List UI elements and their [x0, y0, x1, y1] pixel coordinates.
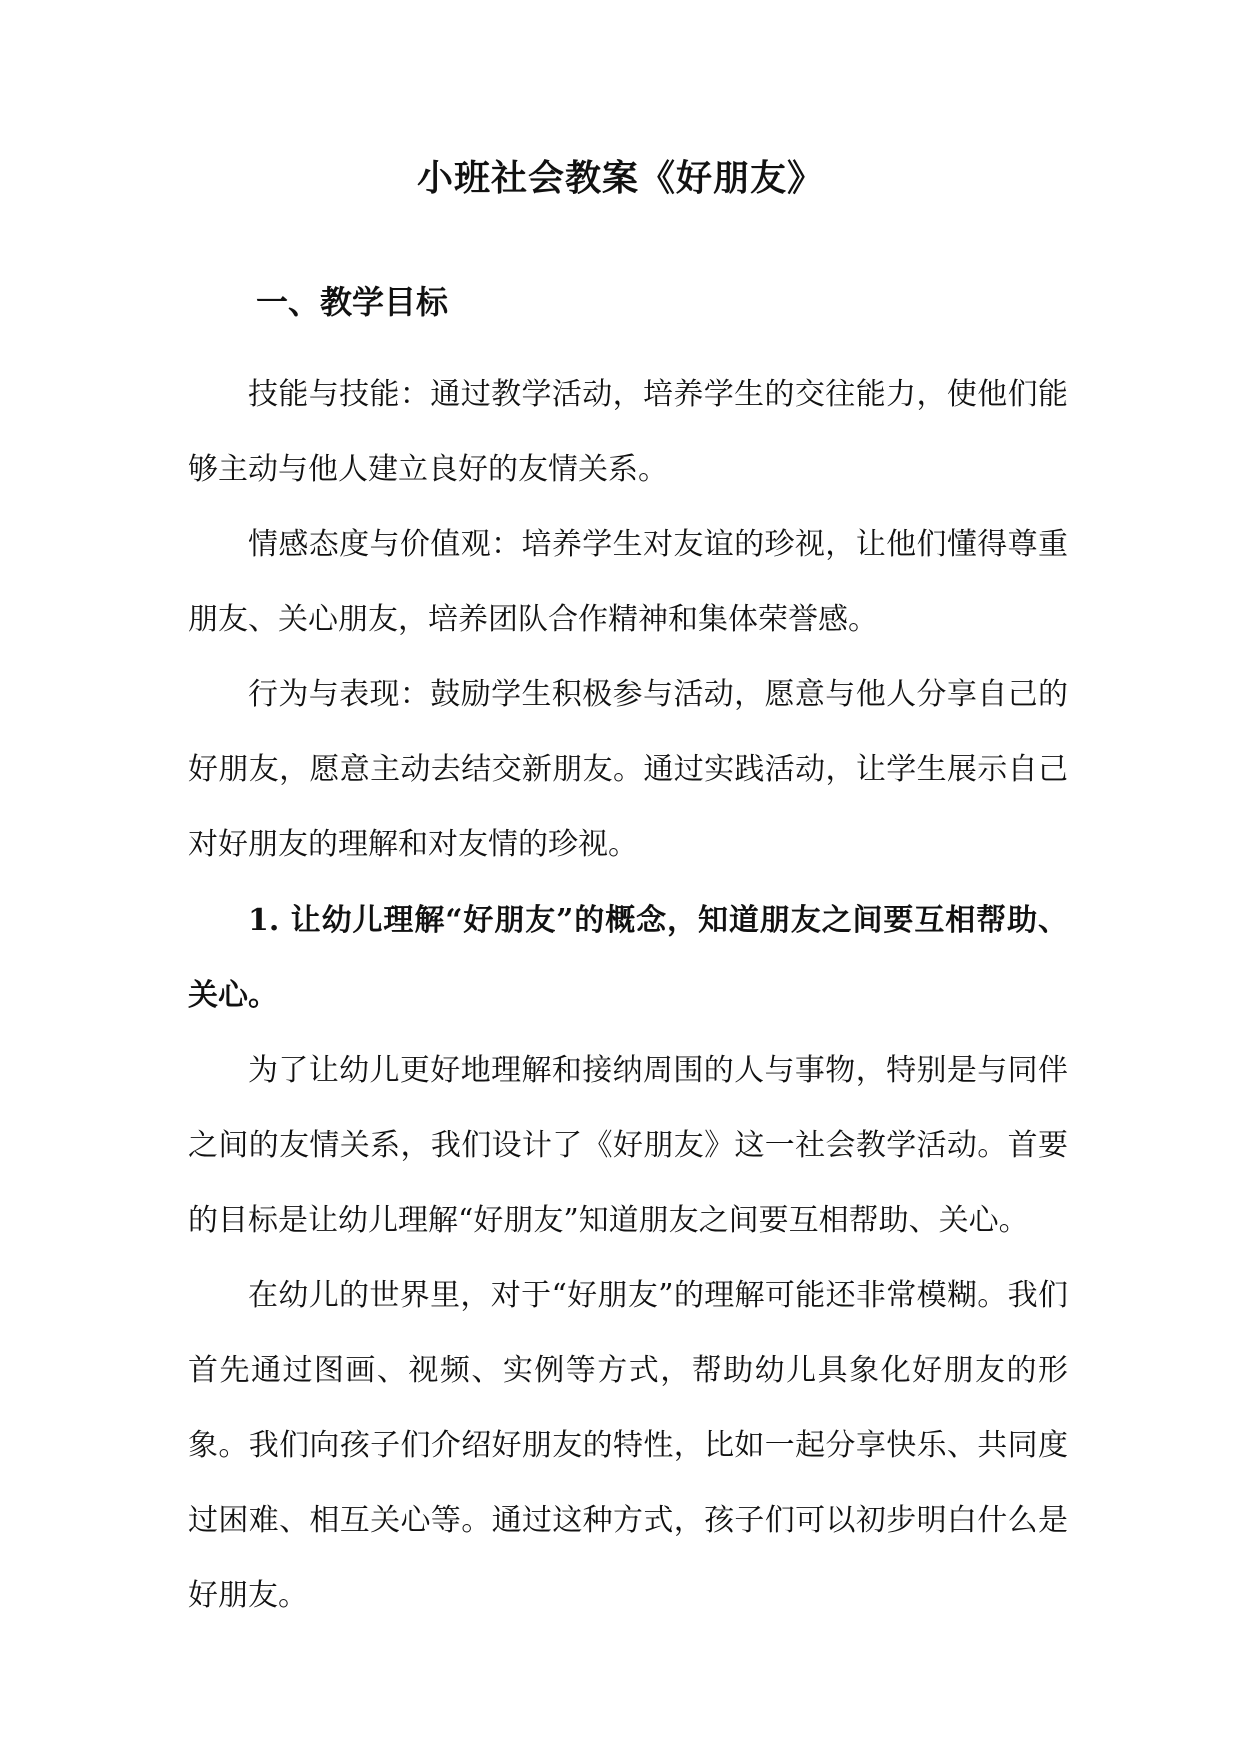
paragraph-emotion: 情感态度与价值观：培养学生对友谊的珍视，让他们懂得尊重朋友、关心朋友，培养团队合作精神和集体荣誉感。 [188, 527, 1068, 637]
paragraph-skills: 技能与技能：通过教学活动，培养学生的交往能力，使他们能够主动与他人建立良好的友情关系。 [188, 377, 1068, 487]
section-heading: 一、教学目标 [256, 283, 449, 321]
document-title: 小班社会教案《好朋友》 [416, 157, 824, 199]
subheading-goal-1: 1. 让幼儿理解“好朋友”的概念，知道朋友之间要互相帮助、关心。 [188, 903, 1068, 1013]
paragraph-purpose: 为了让幼儿更好地理解和接纳周围的人与事物，特别是与同伴之间的友情关系，我们设计了《好朋友》这一社会教学活动。首要的目标是让幼儿理解“好朋友”知道朋友之间要互相帮助、关心。 [188, 1053, 1068, 1238]
paragraph-method: 在幼儿的世界里，对于“好朋友”的理解可能还非常模糊。我们首先通过图画、视频、实例等方式，帮助幼儿具象化好朋友的形象。我们向孩子们介绍好朋友的特性，比如一起分享快乐、共同度过困难、相互关心等。通过这种方式，孩子们可以初步明白什么是好朋友。 [188, 1278, 1068, 1613]
paragraph-behavior: 行为与表现：鼓励学生积极参与活动，愿意与他人分享自己的好朋友，愿意主动去结交新朋友。通过实践活动，让学生展示自己对好朋友的理解和对友情的珍视。 [188, 677, 1068, 862]
